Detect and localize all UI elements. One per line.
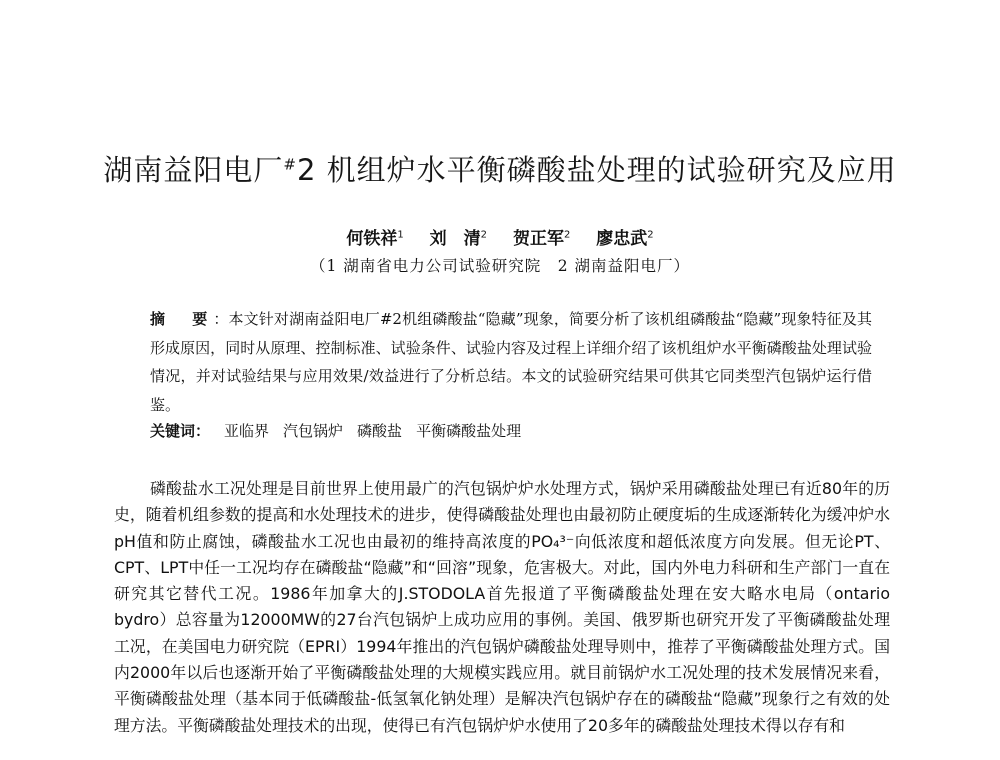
abstract-label: 摘 要	[150, 310, 214, 328]
title-superscript: #	[283, 155, 297, 174]
author: 贺正军$^2$	[512, 229, 571, 249]
title-part-2: 2 机组炉水平衡磷酸盐处理的试验研究及应用	[296, 153, 897, 187]
author: 廖忠武$^2$	[596, 229, 654, 249]
keyword: 汽包锅炉	[283, 422, 344, 440]
abstract	[150, 305, 872, 419]
keywords	[150, 420, 872, 441]
author: 刘 清$^2$	[429, 229, 488, 249]
author: 何铁祥$^1$	[346, 229, 404, 249]
author-list	[0, 224, 1000, 249]
affiliation: （1 湖南省电力公司试验研究院 2 湖南益阳电厂）	[309, 257, 691, 275]
keyword: 平衡磷酸盐处理	[416, 422, 522, 440]
title-part-1: 湖南益阳电厂	[103, 153, 284, 187]
keywords-label: 关键词：	[150, 422, 211, 440]
keyword: 磷酸盐	[357, 422, 403, 440]
paper-title	[0, 148, 1000, 189]
keyword: 亚临界	[224, 422, 270, 440]
body-paragraph: 磷酸盐水工况处理是目前世界上使用最广的汽包锅炉炉水处理方式，锅炉采用磷酸盐处理已有近80年的历史，随着机组参数的提高和水处理技术的进步，使得磷酸盐处理也由最初防止硬度垢的生成逐渐转化为缓冲炉水pH值和防止腐蚀，磷酸盐水工况也由最初的维持高浓度的PO₄³⁻向低浓度和超低浓度方向发展。但无论PT、CPT、LPT中任一工况均存在磷酸盐“隐藏”和“回溶”现象，危害极大。对此，国内外电力科研和生产部门一直在研究其它替代工况。1986年加拿大的J.STODOLA首先报道了平衡磷酸盐处理在安大略水电局（ontario bydro）总容量为12000MW的27台汽包锅炉上成功应用的事例。美国、俄罗斯也研究开发了平衡磷酸盐处理工况，在美国电力研究院（EPRI）1994年推出的汽包锅炉磷酸盐处理导则中，推荐了平衡磷酸盐处理方式。国内2000年以后也逐渐开始了平衡磷酸盐处理的大规模实践应用。就目前锅炉水工况处理的技术发展情况来看，平衡磷酸盐处理（基本同于低磷酸盐-低氢氧化钠处理）是解决汽包锅炉存在的磷酸盐“隐藏”现象行之有效的处理方法。平衡磷酸盐处理技术的出现，使得已有汽包锅炉炉水使用了20多年的磷酸盐处理技术得以存有和	[114, 479, 906, 735]
abstract-text: ：本文针对湖南益阳电厂#2机组磷酸盐“隐藏”现象，简要分析了该机组磷酸盐“隐藏”现象特征及其形成原因，同时从原理、控制标准、试验条件、试验内容及过程上详细介绍了该机组炉水平衡磷酸盐处理试验情况，并对试验结果与应用效果/效益进行了分析总结。本文的试验研究结果可供其它同类型汽包锅炉运行借鉴。	[150, 310, 872, 414]
